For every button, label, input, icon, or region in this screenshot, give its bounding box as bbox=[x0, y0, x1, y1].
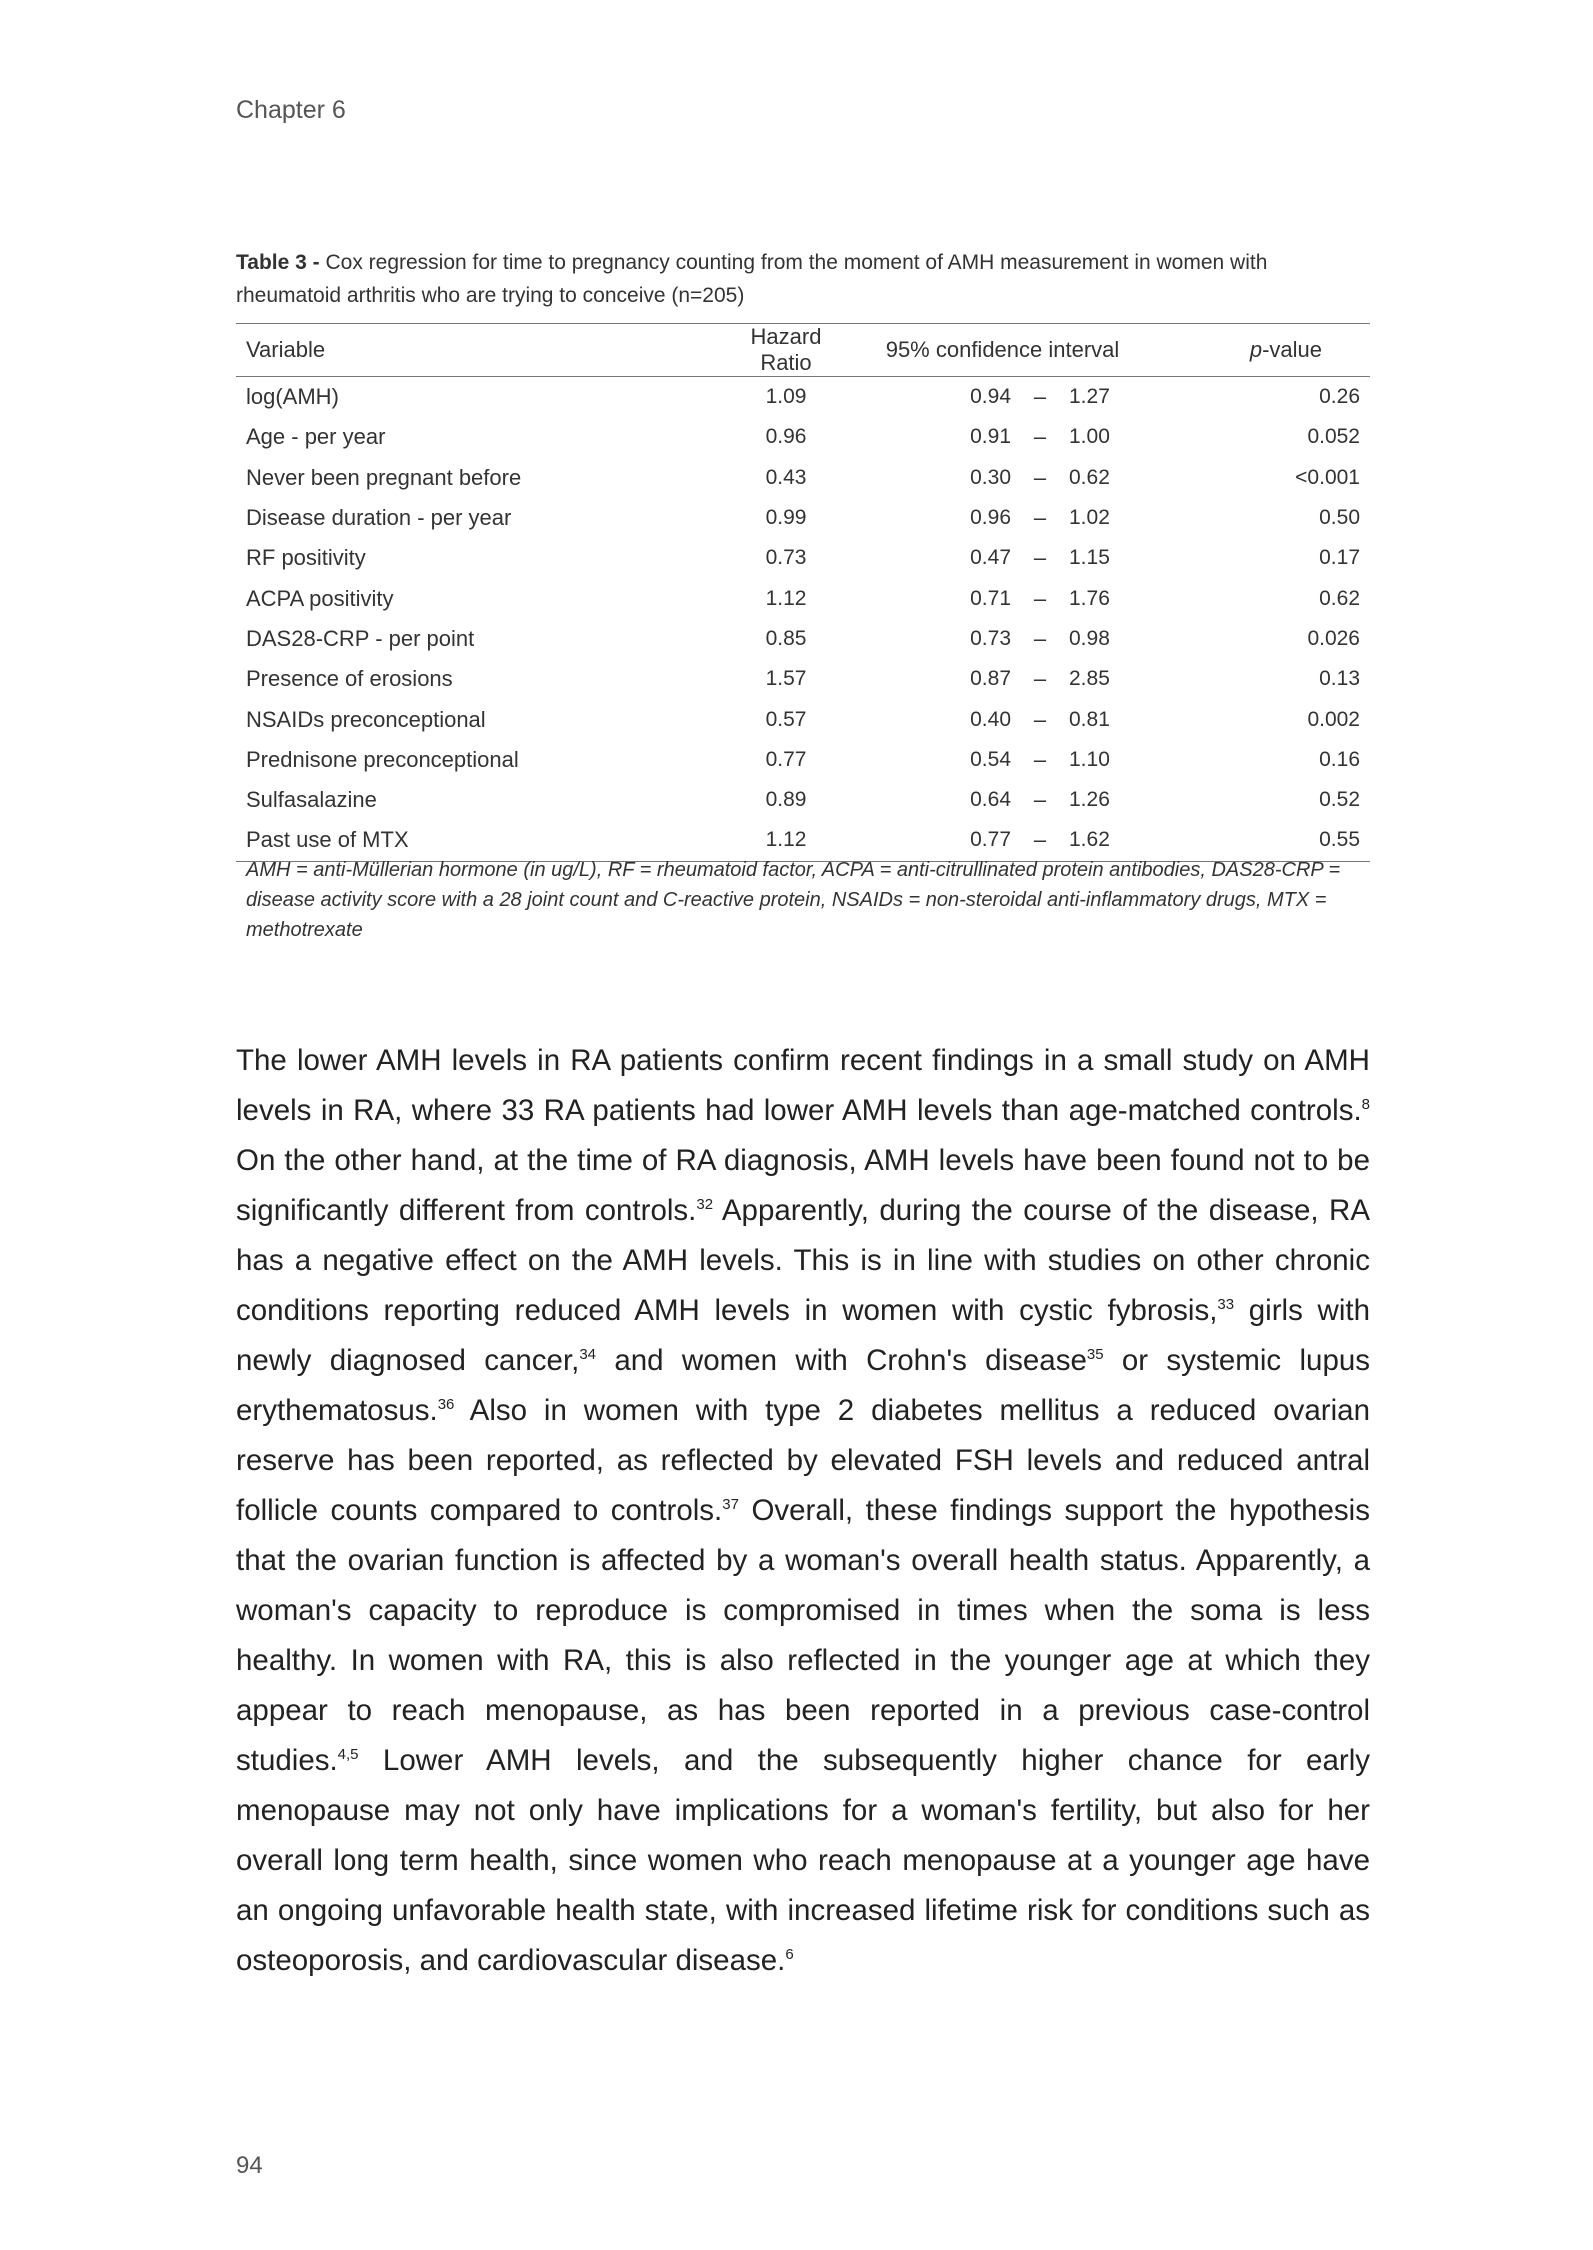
cell-p-value: 0.052 bbox=[1307, 425, 1360, 449]
table-row bbox=[236, 498, 1370, 538]
table-caption bbox=[236, 246, 1370, 312]
cell-ci-lower: 0.87 bbox=[970, 667, 1011, 691]
table-header-row bbox=[236, 324, 1370, 377]
cell-hazard-ratio: 0.57 bbox=[765, 707, 807, 731]
body-sentence: Lower AMH levels, and the subsequently higher chance for early menopause may not only have implications for a woman's fertility, but also for her overall long term health, since women who reach menopause at a younger age have an ongoing unfavorable health state, with increased lifetime risk for conditions such as osteoporosis, and cardiovascular disease. bbox=[236, 1744, 1370, 1977]
cell-p-value: 0.52 bbox=[1319, 788, 1360, 812]
citation-ref: 32 bbox=[696, 1196, 714, 1214]
cell-p-value: 0.16 bbox=[1319, 747, 1360, 771]
cell-ci-upper: 1.76 bbox=[1069, 586, 1110, 610]
cell-p-value: 0.17 bbox=[1319, 546, 1360, 570]
cell-hazard-ratio: 0.89 bbox=[765, 788, 807, 812]
cell-hazard-ratio: 1.09 bbox=[765, 385, 807, 409]
citation-ref: 36 bbox=[437, 1396, 455, 1414]
cell-variable: Age - per year bbox=[246, 424, 386, 450]
cell-ci-upper: 0.81 bbox=[1069, 707, 1110, 731]
cell-p-value: 0.55 bbox=[1159, 820, 1370, 861]
cell-ci-lower: 0.47 bbox=[970, 546, 1011, 570]
cell-ci-dash: – bbox=[1033, 424, 1047, 450]
page-number: 94 bbox=[236, 2152, 263, 2179]
cell-p-value: 0.026 bbox=[1307, 626, 1360, 650]
cell-ci-lower: 0.30 bbox=[970, 465, 1011, 489]
cell-hazard-ratio: 0.77 bbox=[765, 747, 807, 771]
cell-variable: NSAIDs preconceptional bbox=[246, 706, 486, 732]
cell-hazard-ratio: 0.96 bbox=[765, 425, 807, 449]
table-body bbox=[236, 377, 1370, 862]
cell-ci-upper: 1.00 bbox=[1069, 425, 1110, 449]
header-p-italic: p bbox=[1249, 337, 1263, 362]
cell-ci-lower: 0.54 bbox=[970, 747, 1011, 771]
body-sentence: or systemic lupus erythematosus. bbox=[236, 1344, 1371, 1427]
table-footnote: AMH = anti-Müllerian hormone (in ug/L), RF = rheumatoid factor, ACPA = anti-citrullinated protein antibodies, DAS28-CRP = disease activity score with a 28 joint count and C-reactive protein, NSAIDs = non-steroidal anti-inflammatory drugs, MTX = methotrexate bbox=[246, 859, 1341, 941]
cox-regression-table bbox=[236, 323, 1370, 862]
cell-ci-dash: – bbox=[1033, 505, 1047, 531]
cell-ci-upper: 1.15 bbox=[1069, 546, 1110, 570]
cell-ci-dash: – bbox=[1033, 787, 1047, 813]
table-row bbox=[236, 458, 1370, 498]
cell-hazard-ratio: 1.57 bbox=[765, 667, 807, 691]
cell-ci-dash: – bbox=[1011, 820, 1069, 861]
cell-hazard-ratio: 1.12 bbox=[726, 820, 846, 861]
citation-ref: 6 bbox=[785, 1946, 794, 1964]
body-sentence: and women with Crohn's disease bbox=[596, 1344, 1087, 1377]
cell-ci-lower: 0.91 bbox=[970, 425, 1011, 449]
cell-ci-lower: 0.71 bbox=[970, 586, 1011, 610]
cell-hazard-ratio: 0.99 bbox=[765, 506, 807, 530]
body-sentence: girls with newly diagnosed cancer, bbox=[236, 1294, 1370, 1377]
cell-ci-lower: 0.96 bbox=[970, 506, 1011, 530]
body-sentence: The lower AMH levels in RA patients confirm recent findings in a small study on AMH levels in RA, where 33 RA patients had lower AMH levels than age-matched controls. bbox=[236, 1044, 1370, 1127]
cell-ci-upper: 1.62 bbox=[1069, 820, 1159, 861]
citation-ref: 8 bbox=[1361, 1096, 1370, 1114]
table-row bbox=[236, 538, 1370, 578]
table-row bbox=[236, 740, 1370, 780]
citation-ref: 4,5 bbox=[337, 1746, 359, 1764]
table-row bbox=[236, 780, 1370, 820]
cell-hazard-ratio: 0.85 bbox=[765, 626, 807, 650]
cell-ci-dash: – bbox=[1033, 706, 1047, 732]
cell-ci-dash: – bbox=[1033, 384, 1047, 410]
cell-ci-dash: – bbox=[1033, 746, 1047, 772]
cell-ci-dash: – bbox=[1033, 464, 1047, 490]
body-sentence: Also in women with type 2 diabetes mellitus a reduced ovarian reserve has been reported, as reflected by elevated FSH levels and reduced antral follicle counts compared to controls. bbox=[236, 1394, 1370, 1527]
cell-variable: Past use of MTX bbox=[236, 820, 726, 861]
table-caption-label: Table 3 - bbox=[236, 251, 326, 274]
cell-ci-upper: 1.26 bbox=[1069, 788, 1110, 812]
header-p-rest: -value bbox=[1262, 337, 1322, 362]
cell-ci-lower: 0.40 bbox=[970, 707, 1011, 731]
citation-ref: 34 bbox=[579, 1346, 597, 1364]
cell-ci-upper: 0.98 bbox=[1069, 626, 1110, 650]
cell-variable: DAS28-CRP - per point bbox=[246, 625, 475, 651]
body-sentence: Overall, these findings support the hypothesis that the ovarian function is affected by a woman's overall health status. Apparently, a woman's capacity to reproduce is compromised in times when the soma is less healthy. In women with RA, this is also reflected in the younger age at which they appear to reach menopause, as has been reported in a previous case-control studies. bbox=[236, 1494, 1370, 1777]
body-sentence: On the other hand, at the time of RA diagnosis, AMH levels have been found not to be significantly different from controls. bbox=[236, 1144, 1370, 1227]
cell-hazard-ratio: 1.12 bbox=[765, 586, 807, 610]
cell-variable: Never been pregnant before bbox=[246, 464, 522, 490]
cell-p-value: 0.50 bbox=[1319, 506, 1360, 530]
table-row bbox=[236, 659, 1370, 699]
body-sentence: Apparently, during the course of the disease, RA has a negative effect on the AMH levels. This is in line with studies on other chronic conditions reporting reduced AMH levels in women with cystic fybrosis, bbox=[236, 1194, 1370, 1327]
cell-ci-upper: 1.02 bbox=[1069, 506, 1110, 530]
cell-hazard-ratio: 0.43 bbox=[765, 465, 807, 489]
cell-variable: RF positivity bbox=[246, 545, 366, 571]
table-row bbox=[236, 699, 1370, 739]
table-row bbox=[236, 619, 1370, 659]
header-hazard-ratio: Hazard Ratio bbox=[726, 324, 846, 377]
cell-variable: ACPA positivity bbox=[246, 585, 394, 611]
body-paragraph bbox=[236, 1036, 1370, 1986]
citation-ref: 37 bbox=[722, 1496, 739, 1514]
cell-variable: Sulfasalazine bbox=[246, 787, 377, 813]
cell-ci-lower: 0.77 bbox=[846, 820, 1011, 861]
cell-hazard-ratio: 0.73 bbox=[765, 546, 807, 570]
cell-variable: Presence of erosions bbox=[246, 666, 453, 692]
cell-variable: Prednisone preconceptional bbox=[246, 746, 519, 772]
cell-ci-dash: – bbox=[1033, 545, 1047, 571]
header-p-value bbox=[1159, 324, 1370, 377]
cell-ci-dash: – bbox=[1033, 585, 1047, 611]
running-head: Chapter 6 bbox=[236, 96, 346, 124]
cell-ci-upper: 0.62 bbox=[1069, 465, 1110, 489]
cell-ci-lower: 0.73 bbox=[970, 626, 1011, 650]
cell-variable: log(AMH) bbox=[246, 384, 339, 410]
table-row bbox=[236, 417, 1370, 457]
cell-p-value: <0.001 bbox=[1295, 465, 1360, 489]
cell-ci-upper: 2.85 bbox=[1069, 667, 1110, 691]
cell-ci-dash: – bbox=[1033, 666, 1047, 692]
cell-variable: Disease duration - per year bbox=[246, 505, 512, 531]
cell-p-value: 0.002 bbox=[1307, 707, 1360, 731]
header-confidence-interval: 95% confidence interval bbox=[846, 324, 1159, 377]
table-row bbox=[236, 377, 1370, 418]
table-row bbox=[236, 578, 1370, 618]
header-variable: Variable bbox=[236, 324, 726, 377]
cell-ci-lower: 0.64 bbox=[970, 788, 1011, 812]
citation-ref: 35 bbox=[1086, 1346, 1104, 1364]
cell-p-value: 0.26 bbox=[1319, 385, 1360, 409]
cell-ci-dash: – bbox=[1033, 625, 1047, 651]
table-caption-text: Cox regression for time to pregnancy counting from the moment of AMH measurement in women with rheumatoid arthritis who are trying to conceive (n=205) bbox=[236, 251, 1268, 307]
cell-ci-upper: 1.10 bbox=[1069, 747, 1110, 771]
cell-p-value: 0.13 bbox=[1319, 667, 1360, 691]
cell-ci-lower: 0.94 bbox=[970, 385, 1011, 409]
citation-ref: 33 bbox=[1217, 1296, 1235, 1314]
cell-p-value: 0.62 bbox=[1319, 586, 1360, 610]
cell-ci-upper: 1.27 bbox=[1069, 385, 1110, 409]
